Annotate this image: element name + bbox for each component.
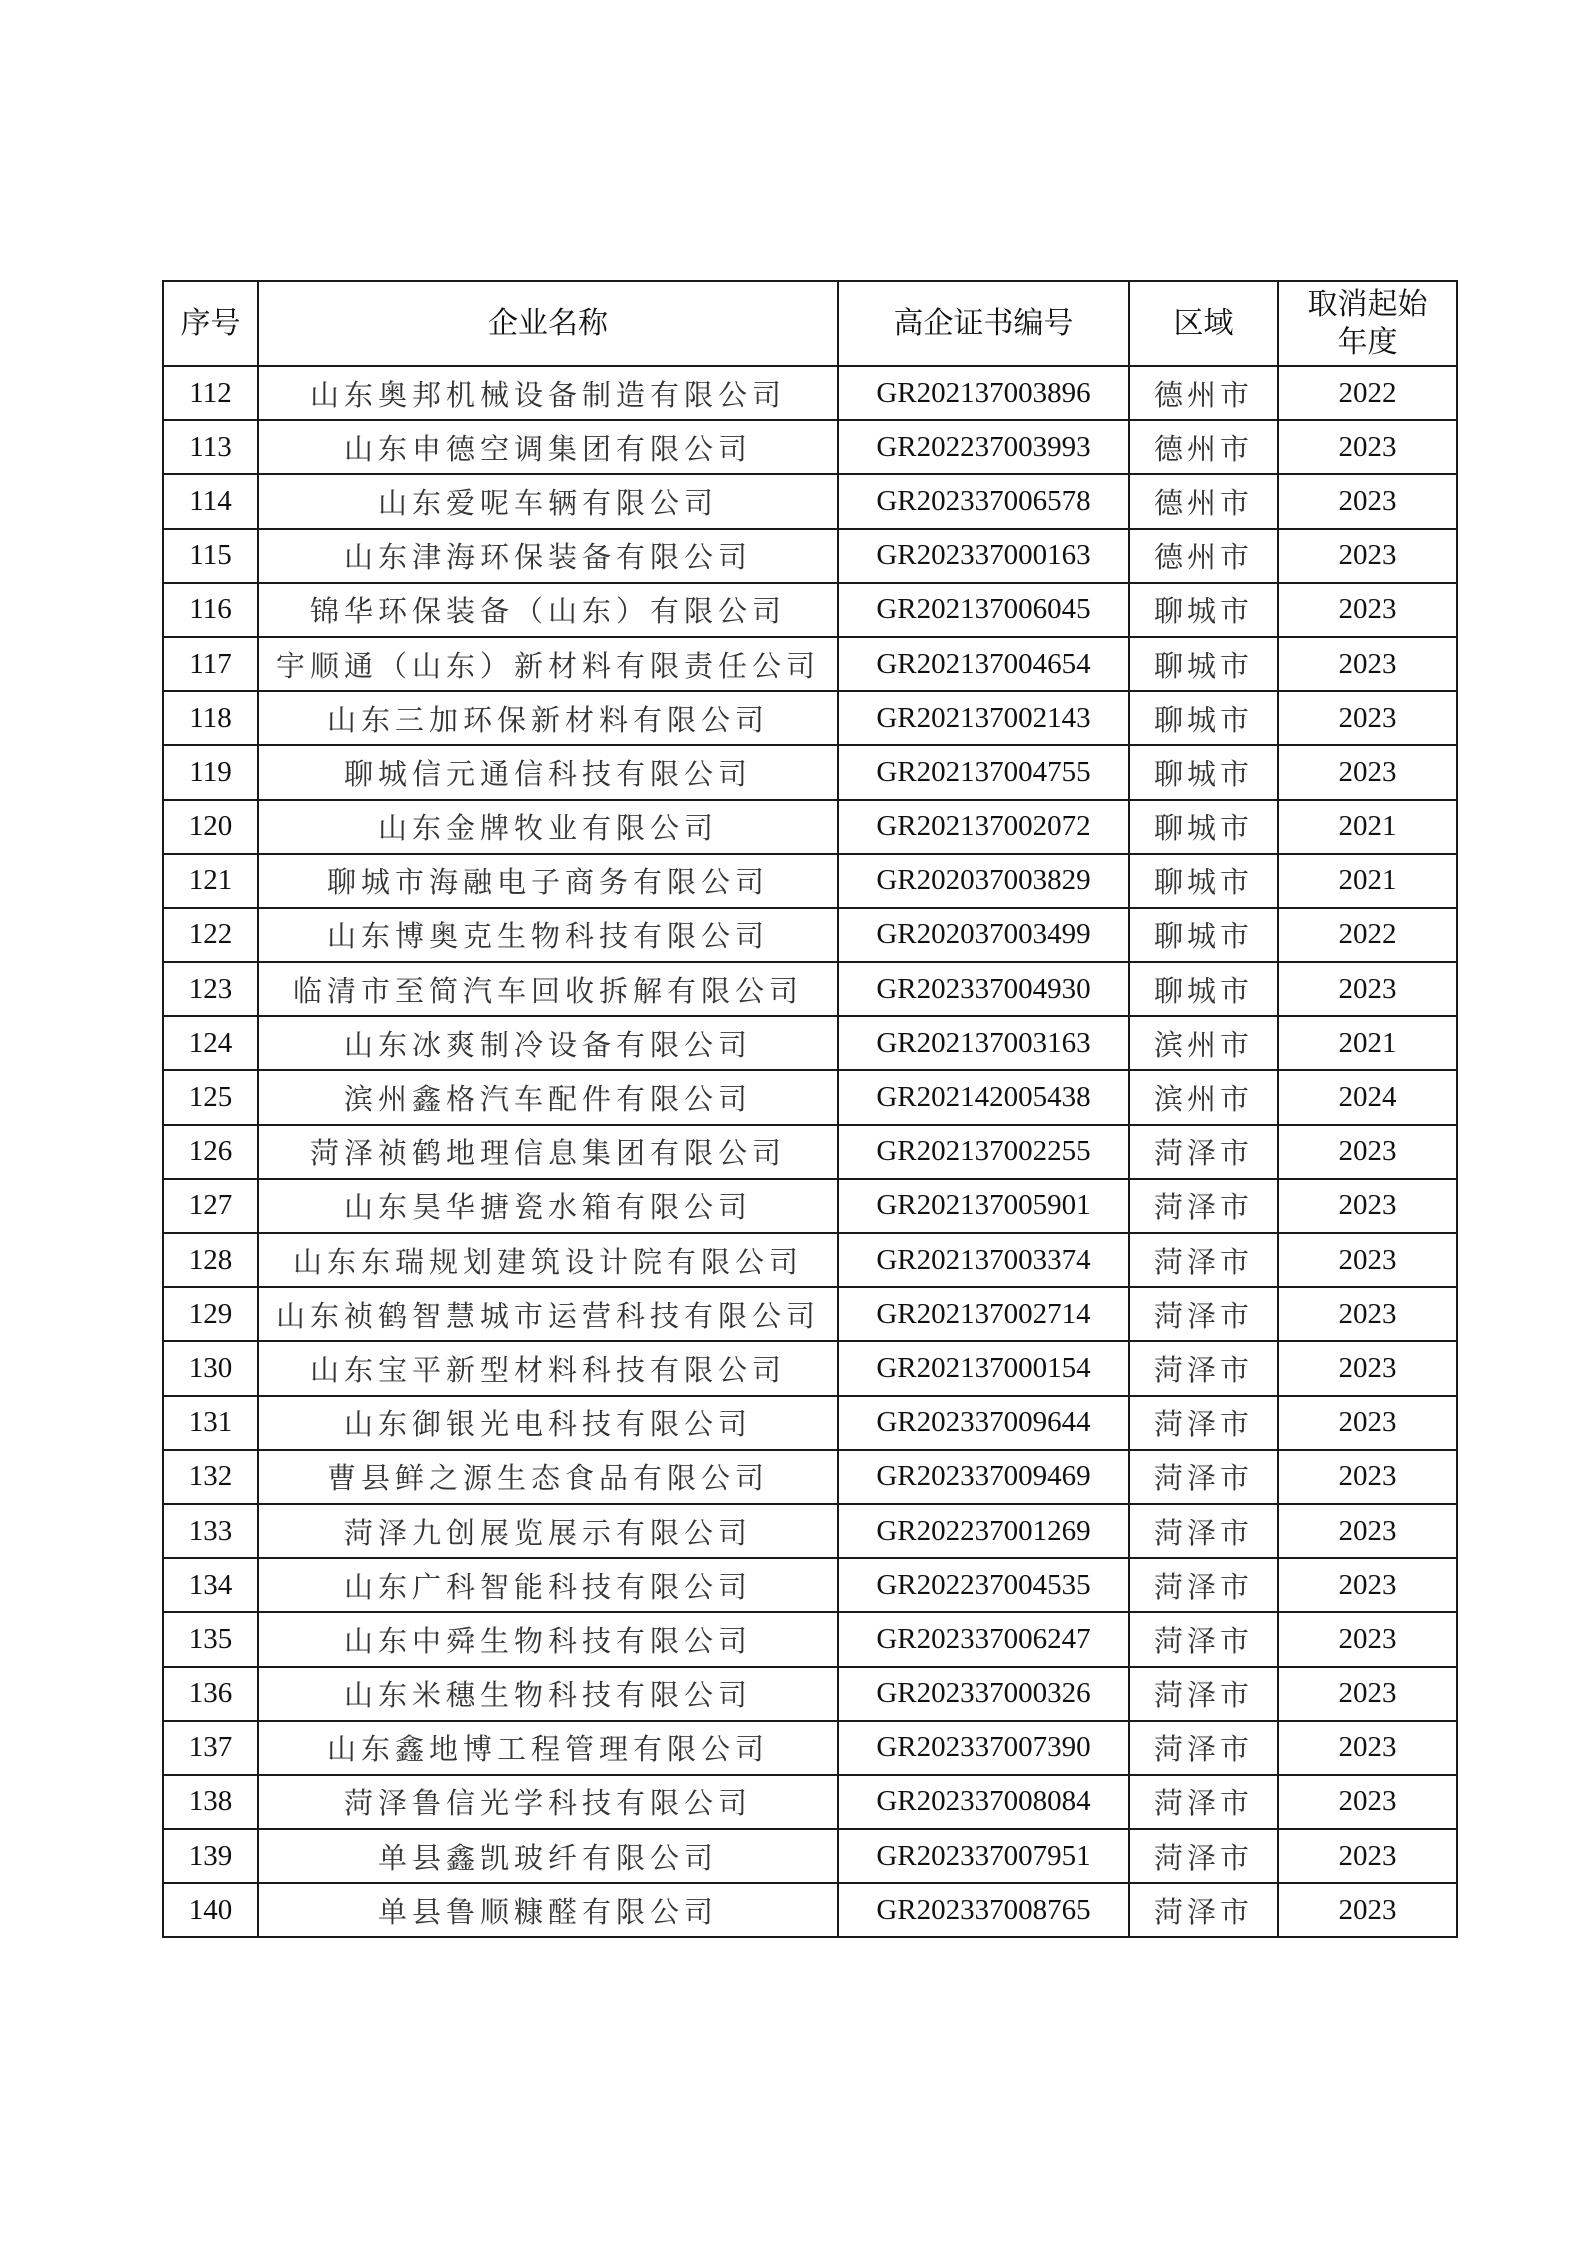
serial-number-cell: 136 bbox=[163, 1667, 258, 1721]
table-row bbox=[163, 1070, 1457, 1124]
cancel-start-year-cell: 2023 bbox=[1278, 1558, 1457, 1612]
table-row bbox=[163, 1775, 1457, 1829]
serial-number-cell: 113 bbox=[163, 420, 258, 474]
company-name-cell: 山东冰爽制冷设备有限公司 bbox=[258, 1016, 838, 1070]
company-name-cell: 山东宝平新型材料科技有限公司 bbox=[258, 1341, 838, 1395]
cancel-start-year-cell: 2023 bbox=[1278, 1612, 1457, 1666]
certificate-number-cell: GR202137002714 bbox=[838, 1287, 1129, 1341]
serial-number-cell: 117 bbox=[163, 637, 258, 691]
region-cell: 聊城市 bbox=[1129, 854, 1278, 908]
certificate-number-cell: GR202337004930 bbox=[838, 962, 1129, 1016]
certificate-number-cell: GR202137005901 bbox=[838, 1179, 1129, 1233]
region-cell: 菏泽市 bbox=[1129, 1612, 1278, 1666]
region-cell: 聊城市 bbox=[1129, 691, 1278, 745]
certificate-number-cell: GR202337006247 bbox=[838, 1612, 1129, 1666]
region-cell: 聊城市 bbox=[1129, 962, 1278, 1016]
serial-number-cell: 138 bbox=[163, 1775, 258, 1829]
serial-number-cell: 139 bbox=[163, 1829, 258, 1883]
cancel-start-year-cell: 2023 bbox=[1278, 962, 1457, 1016]
region-cell: 菏泽市 bbox=[1129, 1829, 1278, 1883]
certificate-number-cell: GR202337000163 bbox=[838, 529, 1129, 583]
company-name-cell: 山东中舜生物科技有限公司 bbox=[258, 1612, 838, 1666]
company-name-cell: 山东奥邦机械设备制造有限公司 bbox=[258, 366, 838, 420]
company-name-cell: 临清市至简汽车回收拆解有限公司 bbox=[258, 962, 838, 1016]
company-name-cell: 山东申德空调集团有限公司 bbox=[258, 420, 838, 474]
certificate-number-cell: GR202137004755 bbox=[838, 745, 1129, 799]
table-row bbox=[163, 1829, 1457, 1883]
company-name-cell: 聊城市海融电子商务有限公司 bbox=[258, 854, 838, 908]
company-name-cell: 单县鲁顺糠醛有限公司 bbox=[258, 1883, 838, 1937]
region-cell: 德州市 bbox=[1129, 420, 1278, 474]
table-row bbox=[163, 366, 1457, 420]
region-cell: 聊城市 bbox=[1129, 745, 1278, 799]
certificate-number-cell: GR202337008084 bbox=[838, 1775, 1129, 1829]
serial-number-cell: 135 bbox=[163, 1612, 258, 1666]
cancel-start-year-cell: 2021 bbox=[1278, 800, 1457, 854]
cancel-start-year-cell: 2023 bbox=[1278, 1450, 1457, 1504]
company-name-cell: 山东御银光电科技有限公司 bbox=[258, 1396, 838, 1450]
cancel-start-year-cell: 2021 bbox=[1278, 854, 1457, 908]
serial-number-cell: 130 bbox=[163, 1341, 258, 1395]
company-name-cell: 聊城信元通信科技有限公司 bbox=[258, 745, 838, 799]
cancel-start-year-cell: 2023 bbox=[1278, 637, 1457, 691]
region-cell: 菏泽市 bbox=[1129, 1287, 1278, 1341]
cancel-start-year-cell: 2023 bbox=[1278, 1829, 1457, 1883]
certificate-number-cell: GR202237004535 bbox=[838, 1558, 1129, 1612]
table-row bbox=[163, 1667, 1457, 1721]
region-cell: 菏泽市 bbox=[1129, 1450, 1278, 1504]
region-cell: 菏泽市 bbox=[1129, 1558, 1278, 1612]
certificate-number-cell: GR202137000154 bbox=[838, 1341, 1129, 1395]
header-region: 区域 bbox=[1129, 281, 1278, 366]
certificate-number-cell: GR202137003374 bbox=[838, 1233, 1129, 1287]
serial-number-cell: 131 bbox=[163, 1396, 258, 1450]
serial-number-cell: 132 bbox=[163, 1450, 258, 1504]
table-row bbox=[163, 1883, 1457, 1937]
company-name-cell: 滨州鑫格汽车配件有限公司 bbox=[258, 1070, 838, 1124]
certificate-number-cell: GR202337007951 bbox=[838, 1829, 1129, 1883]
table-row bbox=[163, 962, 1457, 1016]
certificate-number-cell: GR202337009644 bbox=[838, 1396, 1129, 1450]
cancel-start-year-cell: 2023 bbox=[1278, 1287, 1457, 1341]
region-cell: 菏泽市 bbox=[1129, 1179, 1278, 1233]
serial-number-cell: 126 bbox=[163, 1125, 258, 1179]
table-row bbox=[163, 474, 1457, 528]
table-row bbox=[163, 1125, 1457, 1179]
table-row bbox=[163, 1396, 1457, 1450]
table-row bbox=[163, 420, 1457, 474]
table-row bbox=[163, 1721, 1457, 1775]
company-name-cell: 山东三加环保新材料有限公司 bbox=[258, 691, 838, 745]
serial-number-cell: 121 bbox=[163, 854, 258, 908]
certificate-number-cell: GR202137006045 bbox=[838, 583, 1129, 637]
certificate-number-cell: GR202337000326 bbox=[838, 1667, 1129, 1721]
header-company-name: 企业名称 bbox=[258, 281, 838, 366]
table-row bbox=[163, 1558, 1457, 1612]
cancel-start-year-cell: 2021 bbox=[1278, 1016, 1457, 1070]
table-row bbox=[163, 637, 1457, 691]
region-cell: 聊城市 bbox=[1129, 583, 1278, 637]
cancel-start-year-cell: 2023 bbox=[1278, 1667, 1457, 1721]
cancel-start-year-cell: 2023 bbox=[1278, 1125, 1457, 1179]
certificate-number-cell: GR202142005438 bbox=[838, 1070, 1129, 1124]
table-row bbox=[163, 691, 1457, 745]
certificate-number-cell: GR202137004654 bbox=[838, 637, 1129, 691]
certificate-number-cell: GR202137002143 bbox=[838, 691, 1129, 745]
cancel-start-year-cell: 2023 bbox=[1278, 1341, 1457, 1395]
region-cell: 菏泽市 bbox=[1129, 1883, 1278, 1937]
table-header-row bbox=[163, 281, 1457, 366]
company-name-cell: 锦华环保装备（山东）有限公司 bbox=[258, 583, 838, 637]
cancel-start-year-cell: 2023 bbox=[1278, 1179, 1457, 1233]
serial-number-cell: 133 bbox=[163, 1504, 258, 1558]
table-row bbox=[163, 1179, 1457, 1233]
cancel-start-year-cell: 2023 bbox=[1278, 1775, 1457, 1829]
region-cell: 菏泽市 bbox=[1129, 1667, 1278, 1721]
cancel-start-year-cell: 2023 bbox=[1278, 1883, 1457, 1937]
certificate-number-cell: GR202237003993 bbox=[838, 420, 1129, 474]
cancel-start-year-cell: 2023 bbox=[1278, 745, 1457, 799]
cancel-start-year-cell: 2023 bbox=[1278, 529, 1457, 583]
company-name-cell: 山东昊华搪瓷水箱有限公司 bbox=[258, 1179, 838, 1233]
table-row bbox=[163, 1341, 1457, 1395]
serial-number-cell: 120 bbox=[163, 800, 258, 854]
company-name-cell: 曹县鲜之源生态食品有限公司 bbox=[258, 1450, 838, 1504]
company-name-cell: 山东金牌牧业有限公司 bbox=[258, 800, 838, 854]
company-name-cell: 宇顺通（山东）新材料有限责任公司 bbox=[258, 637, 838, 691]
region-cell: 聊城市 bbox=[1129, 637, 1278, 691]
region-cell: 聊城市 bbox=[1129, 908, 1278, 962]
serial-number-cell: 116 bbox=[163, 583, 258, 637]
company-name-cell: 山东东瑞规划建筑设计院有限公司 bbox=[258, 1233, 838, 1287]
region-cell: 菏泽市 bbox=[1129, 1341, 1278, 1395]
serial-number-cell: 115 bbox=[163, 529, 258, 583]
serial-number-cell: 127 bbox=[163, 1179, 258, 1233]
serial-number-cell: 124 bbox=[163, 1016, 258, 1070]
certificate-number-cell: GR202137002255 bbox=[838, 1125, 1129, 1179]
table-row bbox=[163, 1450, 1457, 1504]
company-name-cell: 山东鑫地博工程管理有限公司 bbox=[258, 1721, 838, 1775]
region-cell: 菏泽市 bbox=[1129, 1233, 1278, 1287]
cancel-start-year-cell: 2023 bbox=[1278, 1504, 1457, 1558]
serial-number-cell: 128 bbox=[163, 1233, 258, 1287]
header-cancel-start-year bbox=[1278, 281, 1457, 366]
cancelled-enterprises-table bbox=[162, 280, 1458, 1938]
table-row bbox=[163, 529, 1457, 583]
region-cell: 菏泽市 bbox=[1129, 1721, 1278, 1775]
header-cancel-start-year-line1: 取消起始 bbox=[1307, 286, 1428, 322]
company-name-cell: 山东爱呢车辆有限公司 bbox=[258, 474, 838, 528]
cancel-start-year-cell: 2022 bbox=[1278, 908, 1457, 962]
table-row bbox=[163, 1287, 1457, 1341]
cancel-start-year-cell: 2023 bbox=[1278, 583, 1457, 637]
certificate-number-cell: GR202037003499 bbox=[838, 908, 1129, 962]
table-row bbox=[163, 908, 1457, 962]
region-cell: 滨州市 bbox=[1129, 1016, 1278, 1070]
region-cell: 菏泽市 bbox=[1129, 1504, 1278, 1558]
table-row bbox=[163, 745, 1457, 799]
cancel-start-year-cell: 2022 bbox=[1278, 366, 1457, 420]
region-cell: 菏泽市 bbox=[1129, 1125, 1278, 1179]
certificate-number-cell: GR202237001269 bbox=[838, 1504, 1129, 1558]
region-cell: 滨州市 bbox=[1129, 1070, 1278, 1124]
serial-number-cell: 129 bbox=[163, 1287, 258, 1341]
company-name-cell: 山东米穗生物科技有限公司 bbox=[258, 1667, 838, 1721]
certificate-number-cell: GR202137003896 bbox=[838, 366, 1129, 420]
region-cell: 德州市 bbox=[1129, 529, 1278, 583]
table-row bbox=[163, 854, 1457, 908]
serial-number-cell: 119 bbox=[163, 745, 258, 799]
table-row bbox=[163, 1233, 1457, 1287]
serial-number-cell: 137 bbox=[163, 1721, 258, 1775]
header-cancel-start-year-line2: 年度 bbox=[1337, 324, 1398, 360]
header-certificate-number: 高企证书编号 bbox=[838, 281, 1129, 366]
cancel-start-year-cell: 2023 bbox=[1278, 474, 1457, 528]
table-row bbox=[163, 583, 1457, 637]
table-row bbox=[163, 1504, 1457, 1558]
certificate-number-cell: GR202337008765 bbox=[838, 1883, 1129, 1937]
serial-number-cell: 112 bbox=[163, 366, 258, 420]
certificate-number-cell: GR202037003829 bbox=[838, 854, 1129, 908]
company-name-cell: 山东博奥克生物科技有限公司 bbox=[258, 908, 838, 962]
cancel-start-year-cell: 2023 bbox=[1278, 691, 1457, 745]
region-cell: 菏泽市 bbox=[1129, 1396, 1278, 1450]
serial-number-cell: 123 bbox=[163, 962, 258, 1016]
cancel-start-year-cell: 2023 bbox=[1278, 1721, 1457, 1775]
company-name-cell: 菏泽九创展览展示有限公司 bbox=[258, 1504, 838, 1558]
table-row bbox=[163, 1016, 1457, 1070]
company-name-cell: 山东津海环保装备有限公司 bbox=[258, 529, 838, 583]
serial-number-cell: 140 bbox=[163, 1883, 258, 1937]
certificate-number-cell: GR202337006578 bbox=[838, 474, 1129, 528]
table-row bbox=[163, 1612, 1457, 1666]
company-name-cell: 菏泽祯鹤地理信息集团有限公司 bbox=[258, 1125, 838, 1179]
region-cell: 德州市 bbox=[1129, 474, 1278, 528]
region-cell: 聊城市 bbox=[1129, 800, 1278, 854]
certificate-number-cell: GR202137003163 bbox=[838, 1016, 1129, 1070]
header-serial-number: 序号 bbox=[163, 281, 258, 366]
region-cell: 德州市 bbox=[1129, 366, 1278, 420]
serial-number-cell: 134 bbox=[163, 1558, 258, 1612]
cancel-start-year-cell: 2024 bbox=[1278, 1070, 1457, 1124]
certificate-number-cell: GR202137002072 bbox=[838, 800, 1129, 854]
company-name-cell: 单县鑫凯玻纤有限公司 bbox=[258, 1829, 838, 1883]
table-body bbox=[163, 366, 1457, 1937]
certificate-number-cell: GR202337007390 bbox=[838, 1721, 1129, 1775]
company-name-cell: 山东广科智能科技有限公司 bbox=[258, 1558, 838, 1612]
serial-number-cell: 122 bbox=[163, 908, 258, 962]
cancel-start-year-cell: 2023 bbox=[1278, 1233, 1457, 1287]
region-cell: 菏泽市 bbox=[1129, 1775, 1278, 1829]
company-name-cell: 菏泽鲁信光学科技有限公司 bbox=[258, 1775, 838, 1829]
cancel-start-year-cell: 2023 bbox=[1278, 420, 1457, 474]
serial-number-cell: 114 bbox=[163, 474, 258, 528]
company-name-cell: 山东祯鹤智慧城市运营科技有限公司 bbox=[258, 1287, 838, 1341]
table-row bbox=[163, 800, 1457, 854]
certificate-number-cell: GR202337009469 bbox=[838, 1450, 1129, 1504]
serial-number-cell: 125 bbox=[163, 1070, 258, 1124]
cancel-start-year-cell: 2023 bbox=[1278, 1396, 1457, 1450]
serial-number-cell: 118 bbox=[163, 691, 258, 745]
